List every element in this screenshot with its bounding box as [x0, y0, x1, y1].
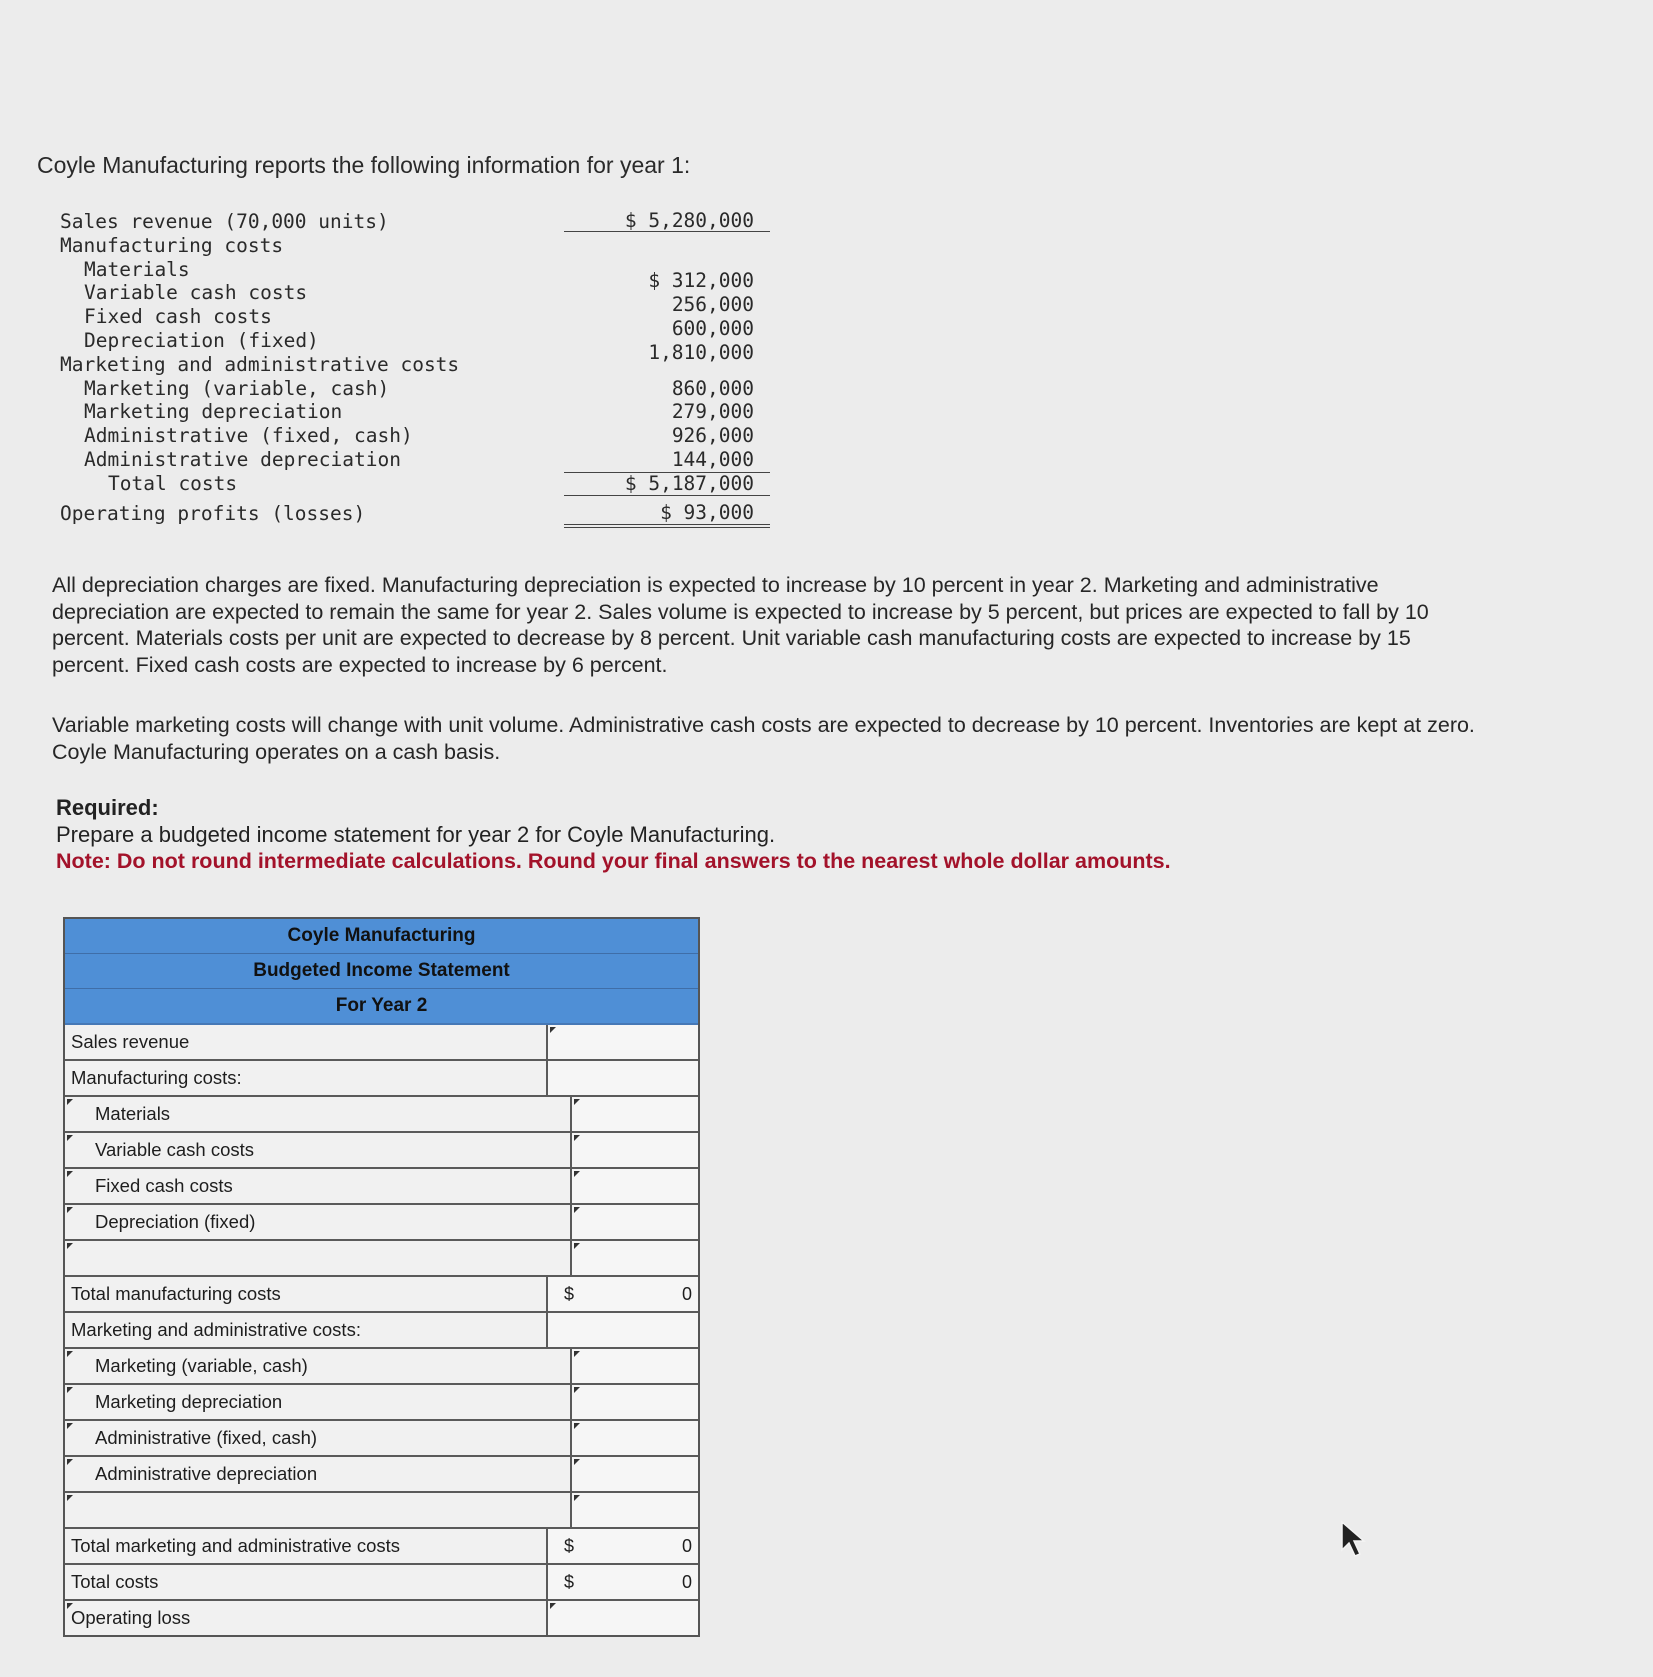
value-sales: $ 5,280,000: [564, 211, 770, 232]
label-mkt-var[interactable]: Marketing (variable, cash): [65, 1349, 572, 1383]
input-fixed-cash[interactable]: [572, 1169, 698, 1203]
label-total-costs: Total costs: [65, 1565, 548, 1599]
row-mkt-depr: [65, 1385, 698, 1421]
row-mfg-header: [60, 234, 770, 258]
label-ma-header: Marketing and administrative costs: [60, 352, 460, 376]
required-heading: Required:: [56, 795, 159, 820]
row-adm-fixed: [60, 424, 770, 448]
row-variable-cash: [65, 1133, 698, 1169]
value-total-mfg-cell: [548, 1277, 698, 1311]
value-mkt-depr: 279,000: [671, 400, 754, 424]
row-materials: [65, 1097, 698, 1133]
value-total-mfg: 0: [681, 1283, 692, 1304]
currency-symbol: $: [564, 1283, 575, 1304]
row-adm-depr: [65, 1457, 698, 1493]
required-text: Prepare a budgeted income statement for year 2 for Coyle Manufacturing.: [56, 822, 776, 847]
label-var-cash: Variable cash costs: [84, 281, 308, 305]
currency-symbol: $: [564, 1571, 575, 1592]
label-blank-ma[interactable]: [65, 1493, 572, 1527]
input-mkt-depr[interactable]: [572, 1385, 698, 1419]
row-mfg-costs-header: [65, 1061, 698, 1097]
value-adm-fixed: 926,000: [671, 424, 754, 448]
value-total-ma-cell: [548, 1529, 698, 1563]
label-mkt-depr: Marketing depreciation: [84, 400, 343, 424]
input-adm-depr[interactable]: [572, 1457, 698, 1491]
value-materials: $ 312,000: [648, 269, 754, 293]
row-ma-costs-header: [65, 1313, 698, 1349]
label-total-ma: Total marketing and administrative costs: [65, 1529, 548, 1563]
paragraph-assumptions: All depreciation charges are fixed. Manufacturing depreciation is expected to increase by 10 percent in year 2. Marketing and administrative depreciation are expected to remain the same for year 2. Sales volume is expected to increase by 5 percent, but prices are expected to fall by 10 percent. Materials costs per unit are expected to decrease by 8 percent. Unit variable cash manufacturing costs are expected to increase by 15 percent. Fixed cash costs are expected to increase by 6 percent.: [52, 573, 1429, 677]
year1-data-table: [60, 210, 770, 525]
row-total-ma: [65, 1529, 698, 1565]
input-mkt-var[interactable]: [572, 1349, 698, 1383]
row-total-mfg: [65, 1277, 698, 1313]
label-materials[interactable]: Materials: [65, 1097, 572, 1131]
row-sales-revenue: [65, 1025, 698, 1061]
row-mkt-var: [60, 377, 770, 401]
value-total-costs: 0: [681, 1571, 692, 1592]
label-sales-revenue: Sales revenue: [65, 1025, 548, 1059]
input-operating-loss[interactable]: [548, 1601, 698, 1635]
input-sales-revenue[interactable]: [548, 1025, 698, 1059]
row-fixed-cash: [65, 1169, 698, 1205]
intro-text: Coyle Manufacturing reports the following information for year 1:: [37, 152, 691, 178]
empty-cell: [548, 1313, 698, 1347]
label-variable-cash[interactable]: Variable cash costs: [65, 1133, 572, 1167]
statement-title: Budgeted Income Statement: [65, 954, 698, 989]
value-total-costs-cell: [548, 1565, 698, 1599]
input-adm-fixed[interactable]: [572, 1421, 698, 1455]
value-fixed-cash: 600,000: [671, 316, 754, 340]
statement-header: [65, 919, 698, 1025]
required-note: Note: Do not round intermediate calculations. Round your final answers to the nearest whole dollar amounts.: [56, 849, 1171, 873]
input-depreciation[interactable]: [572, 1205, 698, 1239]
row-depreciation: [65, 1205, 698, 1241]
currency-symbol: $: [564, 1535, 575, 1556]
row-adm-fixed: [65, 1421, 698, 1457]
label-adm-fixed[interactable]: Administrative (fixed, cash): [65, 1421, 572, 1455]
label-operating-loss[interactable]: Operating loss: [65, 1601, 548, 1635]
label-materials: Materials: [84, 257, 190, 281]
input-variable-cash[interactable]: [572, 1133, 698, 1167]
label-sales: Sales revenue (70,000 units): [60, 210, 389, 233]
label-fixed-cash: Fixed cash costs: [84, 305, 272, 329]
budgeted-income-statement: [63, 917, 700, 1637]
value-total-ma: 0: [681, 1535, 692, 1556]
label-adm-fixed: Administrative (fixed, cash): [84, 424, 413, 448]
value-depr: 1,810,000: [648, 340, 754, 364]
statement-company: Coyle Manufacturing: [65, 919, 698, 954]
label-total-costs: Total costs: [108, 471, 238, 495]
row-total-costs: [60, 472, 770, 496]
label-depr: Depreciation (fixed): [84, 328, 319, 352]
label-mfg-costs: Manufacturing costs:: [65, 1061, 548, 1095]
row-sales: [60, 210, 770, 234]
row-mkt-depr: [60, 400, 770, 424]
row-operating-profits: [60, 502, 770, 526]
row-blank-mfg: [65, 1241, 698, 1277]
input-blank-ma[interactable]: [572, 1493, 698, 1527]
value-var-cash: 256,000: [671, 293, 754, 317]
empty-cell: [548, 1061, 698, 1095]
label-mkt-depr[interactable]: Marketing depreciation: [65, 1385, 572, 1419]
input-blank-mfg[interactable]: [572, 1241, 698, 1275]
row-mkt-var: [65, 1349, 698, 1385]
label-depreciation[interactable]: Depreciation (fixed): [65, 1205, 572, 1239]
label-mkt-var: Marketing (variable, cash): [84, 376, 390, 400]
mouse-cursor-icon: [1340, 1520, 1374, 1560]
paragraph-other-assumptions: Variable marketing costs will change with unit volume. Administrative cash costs are expected to decrease by 10 percent. Inventories are kept at zero. Coyle Manufacturing operates on a cash basis.: [52, 713, 1475, 764]
label-mfg-header: Manufacturing costs: [60, 233, 284, 257]
value-total-costs: $ 5,187,000: [564, 472, 770, 496]
label-fixed-cash[interactable]: Fixed cash costs: [65, 1169, 572, 1203]
row-operating-loss: [65, 1601, 698, 1635]
label-blank-mfg[interactable]: [65, 1241, 572, 1275]
label-total-mfg: Total manufacturing costs: [65, 1277, 548, 1311]
row-blank-ma: [65, 1493, 698, 1529]
value-operating-profits: $ 93,000: [564, 502, 770, 528]
label-adm-depr: Administrative depreciation: [84, 447, 401, 471]
value-adm-depr: 144,000: [671, 447, 754, 471]
label-ma-costs: Marketing and administrative costs:: [65, 1313, 548, 1347]
row-adm-depr: [60, 448, 770, 472]
label-operating-profits: Operating profits (losses): [60, 501, 366, 525]
label-adm-depr[interactable]: Administrative depreciation: [65, 1457, 572, 1491]
value-mkt-var: 860,000: [671, 376, 754, 400]
statement-period: For Year 2: [335, 995, 428, 1016]
input-materials[interactable]: [572, 1097, 698, 1131]
row-total-costs: [65, 1565, 698, 1601]
